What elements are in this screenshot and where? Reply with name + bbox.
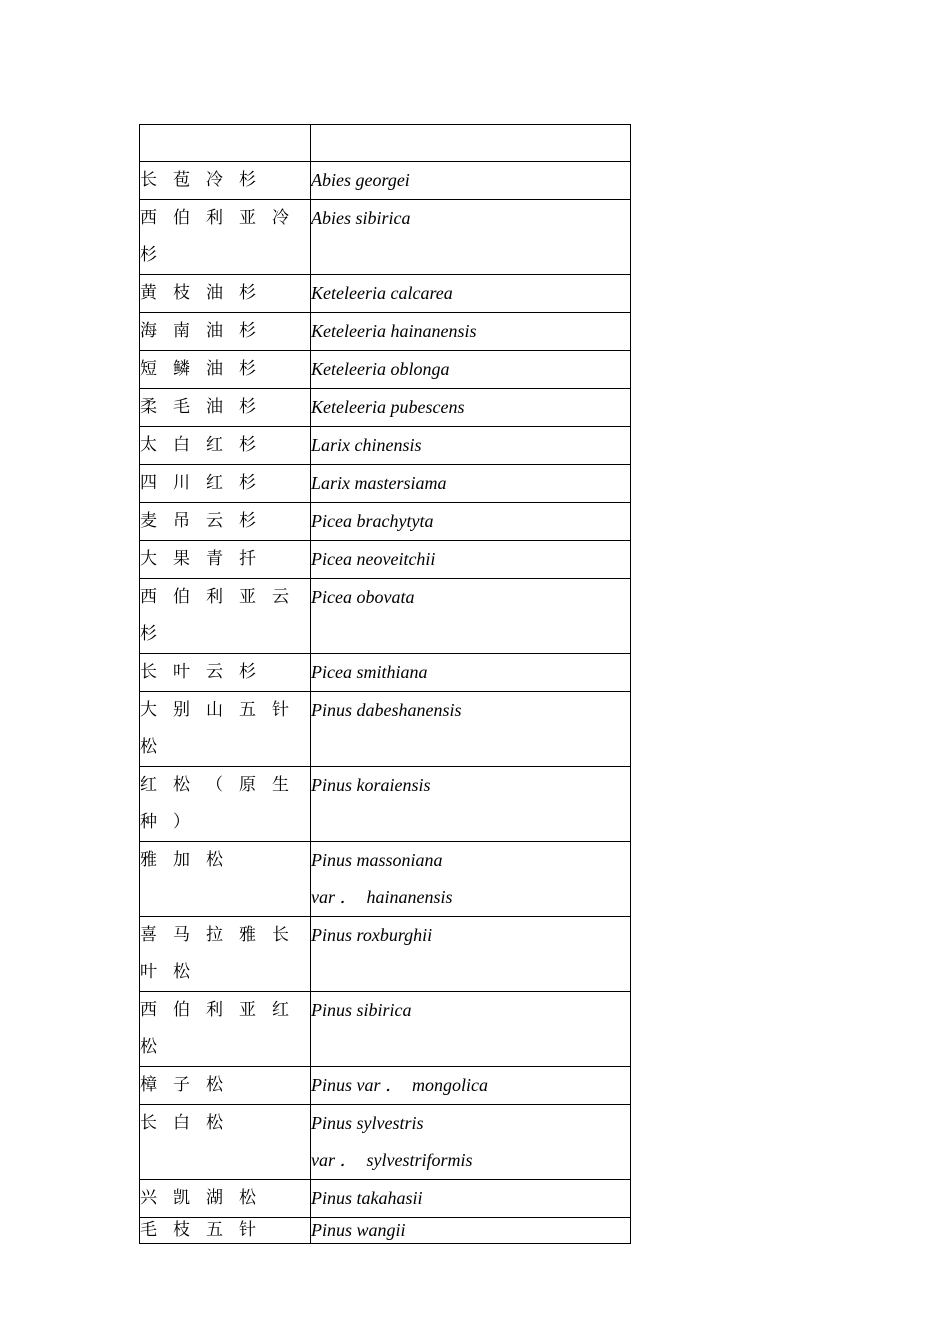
latin-name-cell: Pinus roxburghii [311, 917, 631, 992]
chinese-name-cell: 西伯利亚红松 [140, 992, 311, 1067]
latin-name-cell: Keteleeria hainanensis [311, 313, 631, 351]
chinese-name-cell: 短鳞油杉 [140, 351, 311, 389]
table-row [140, 427, 631, 465]
latin-name-cell: Keteleeria calcarea [311, 275, 631, 313]
chinese-name-cell: 柔毛油杉 [140, 389, 311, 427]
latin-name-cell: Picea neoveitchii [311, 541, 631, 579]
table-row [140, 1067, 631, 1105]
latin-name-cell: Pinus massoniana var ． hainanensis [311, 842, 631, 917]
table-row [140, 313, 631, 351]
table-row [140, 351, 631, 389]
chinese-name-cell: 大别山五针松 [140, 692, 311, 767]
chinese-name-cell: 长叶云杉 [140, 654, 311, 692]
latin-name-cell: Pinus koraiensis [311, 767, 631, 842]
chinese-name-cell: 毛枝五针 [140, 1218, 311, 1244]
table-row [140, 465, 631, 503]
chinese-name-cell: 樟子松 [140, 1067, 311, 1105]
chinese-name-cell: 西伯利亚冷杉 [140, 200, 311, 275]
table-row [140, 654, 631, 692]
table-row [140, 162, 631, 200]
latin-name-cell: Abies georgei [311, 162, 631, 200]
latin-name-cell: Keteleeria oblonga [311, 351, 631, 389]
chinese-name-cell: 海南油杉 [140, 313, 311, 351]
table-row [140, 389, 631, 427]
latin-name-cell: Larix mastersiama [311, 465, 631, 503]
chinese-name-cell: 麦吊云杉 [140, 503, 311, 541]
table-row [140, 917, 631, 992]
table-row [140, 1180, 631, 1218]
latin-name-cell: Larix chinensis [311, 427, 631, 465]
table-row [140, 692, 631, 767]
latin-name-cell: Pinus sibirica [311, 992, 631, 1067]
latin-name-cell: Abies sibirica [311, 200, 631, 275]
latin-name-cell: Pinus takahasii [311, 1180, 631, 1218]
species-table [139, 124, 631, 1244]
latin-name-cell: Pinus dabeshanensis [311, 692, 631, 767]
table-row [140, 1218, 631, 1244]
chinese-name-cell: 大果青扦 [140, 541, 311, 579]
chinese-name-cell: 太白红杉 [140, 427, 311, 465]
latin-name-cell: Pinus wangii [311, 1218, 631, 1244]
table-row [140, 503, 631, 541]
chinese-name-cell: 长白松 [140, 1105, 311, 1180]
latin-name-cell: Picea obovata [311, 579, 631, 654]
chinese-name-cell: 长苞冷杉 [140, 162, 311, 200]
header-latin-cell [311, 125, 631, 162]
table-row [140, 200, 631, 275]
latin-name-cell: Picea smithiana [311, 654, 631, 692]
chinese-name-cell: 西伯利亚云杉 [140, 579, 311, 654]
latin-name-cell: Pinus var ． mongolica [311, 1067, 631, 1105]
chinese-name-cell: 黄枝油杉 [140, 275, 311, 313]
chinese-name-cell: 喜马拉雅长叶松 [140, 917, 311, 992]
table-row [140, 541, 631, 579]
table-row [140, 842, 631, 917]
header-chinese-cell [140, 125, 311, 162]
table-header-row [140, 125, 631, 162]
chinese-name-cell: 雅加松 [140, 842, 311, 917]
latin-name-cell: Keteleeria pubescens [311, 389, 631, 427]
table-row [140, 275, 631, 313]
table-row [140, 992, 631, 1067]
chinese-name-cell: 兴凯湖松 [140, 1180, 311, 1218]
table-row [140, 767, 631, 842]
table-row [140, 1105, 631, 1180]
chinese-name-cell: 红松（原生种） [140, 767, 311, 842]
table-row [140, 579, 631, 654]
latin-name-cell: Picea brachytyta [311, 503, 631, 541]
latin-name-cell: Pinus sylvestris var ． sylvestriformis [311, 1105, 631, 1180]
chinese-name-cell: 四川红杉 [140, 465, 311, 503]
